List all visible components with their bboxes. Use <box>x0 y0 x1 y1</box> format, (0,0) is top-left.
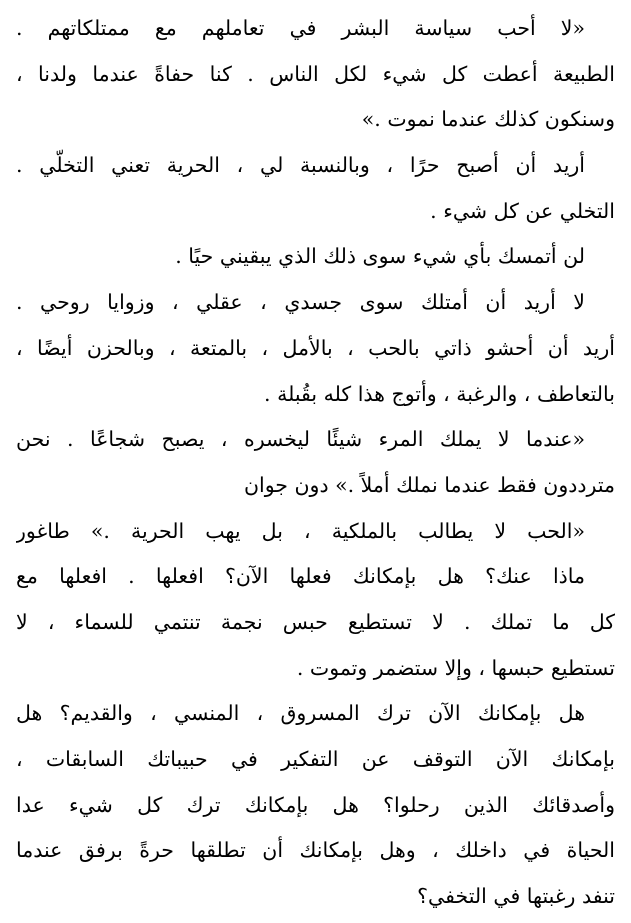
text-line-3: وسنكون كذلك عندما نموت .» <box>361 107 615 132</box>
text-line-4: أريد أن أصبح حرًا ، وبالنسبة لي ، الحرية تعني التخلّي . <box>16 153 585 178</box>
text-line-7: لا أريد أن أمتلك سوى جسدي ، عقلي ، وزوايا روحي . <box>16 290 585 315</box>
text-line-11: مترددون فقط عندما نملك أملاً .» دون جوان <box>243 472 615 497</box>
text-line-5: التخلي عن كل شيء . <box>430 198 615 223</box>
text-line-15: تستطيع حبسها ، وإلا ستضمر وتموت . <box>296 655 615 680</box>
text-line-8: أريد أن أحشو ذاتي بالحب ، بالأمل ، بالمتعة ، وبالحزن أيضًا ، <box>16 335 615 360</box>
text-line-20: تنفد رغبتها في التخفي؟ <box>417 884 615 909</box>
text-line-18: وأصدقائك الذين رحلوا؟ هل بإمكانك ترك كل شيء عدا <box>16 792 615 817</box>
text-line-13: ماذا عنك؟ هل بإمكانك فعلها الآن؟ افعلها . افعلها مع <box>16 564 585 589</box>
text-line-10: «عندما لا يملك المرء شيئًا ليخسره ، يصبح شجاعًا . نحن <box>16 427 585 452</box>
text-line-1: «لا أحب سياسة البشر في تعاملهم مع ممتلكاتهم . <box>16 16 585 40</box>
text-line-19: الحياة في داخلك ، وهل بإمكانك أن تطلقها حرةً برفق عندما <box>16 838 615 863</box>
text-line-14: كل ما تملك . لا تستطيع حبس نجمة تنتمي للسماء ، لا <box>16 609 615 634</box>
text-line-9: بالتعاطف ، والرغبة ، وأتوج هذا كله بقُبلة . <box>264 381 615 406</box>
text-line-17: بإمكانك الآن التوقف عن التفكير في حبيباتك السابقات ، <box>16 747 615 771</box>
text-line-16: هل بإمكانك الآن ترك المسروق ، المنسي ، والقديم؟ هل <box>16 701 585 726</box>
text-line-6: لن أتمسك بأي شيء سوى ذلك الذي يبقيني حيًا . <box>175 244 585 269</box>
text-line-2: الطبيعة أعطت كل شيء لكل الناس . كنا حفاةً عندما ولدنا ، <box>16 61 615 86</box>
text-line-12: «الحب لا يطالب بالملكية ، بل يهب الحرية .» طاغور <box>16 518 585 543</box>
